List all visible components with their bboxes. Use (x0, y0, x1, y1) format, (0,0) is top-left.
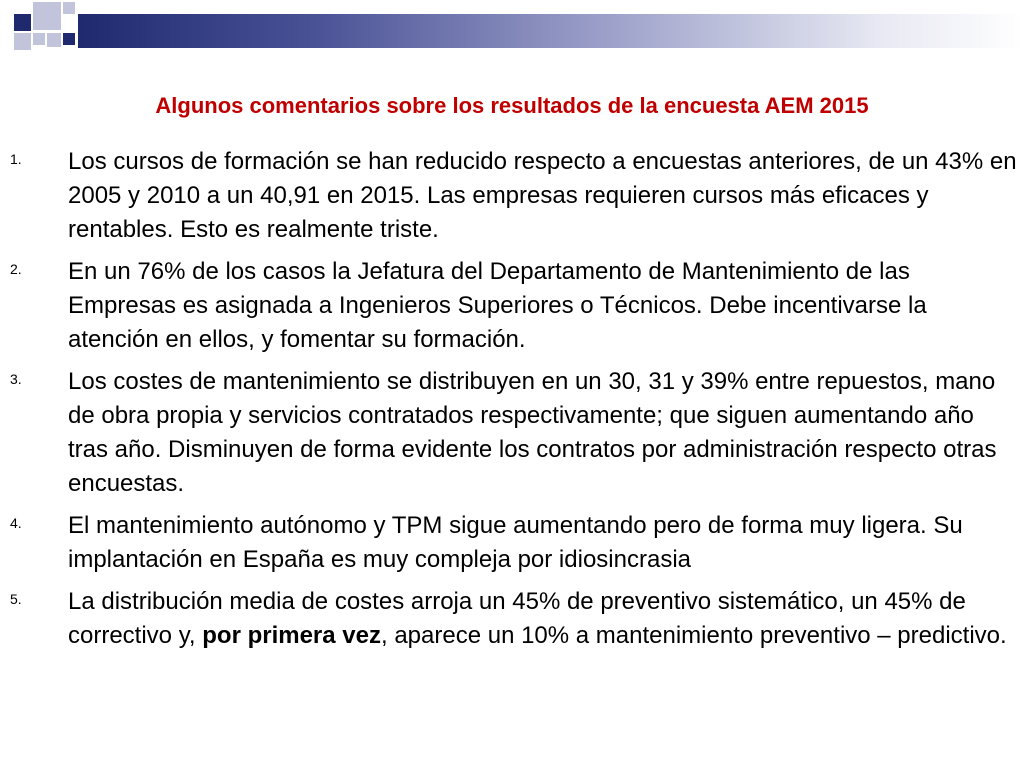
list-item (0, 585, 1024, 653)
item-text-emphasis: por primera vez (202, 622, 381, 649)
header-gradient-bar (78, 14, 1024, 48)
decor-square-light-small (63, 2, 75, 14)
decor-square-light-small (33, 33, 45, 45)
decor-square-light (33, 2, 61, 30)
decor-square-dark-small (63, 33, 75, 45)
list-item (0, 509, 1024, 577)
decor-square-light (14, 33, 31, 50)
item-text (68, 585, 1018, 653)
item-text: Los costes de mantenimiento se distribuyen en un 30, 31 y 39% entre repuestos, mano de obra propia y servicios contratados respectivamente; que siguen aumentando año tras año. Disminuyen de forma evidente los contratos por administración respecto otras encuestas. (68, 368, 997, 497)
list-item (0, 255, 1024, 357)
list-item (0, 365, 1024, 501)
item-number: 3. (10, 371, 22, 387)
item-number: 4. (10, 515, 22, 531)
item-text: El mantenimiento autónomo y TPM sigue aumentando pero de forma muy ligera. Su implantación en España es muy compleja por idiosincrasia (68, 512, 963, 573)
item-number: 2. (10, 261, 22, 277)
decor-square-light-small (47, 33, 61, 47)
item-number: 1. (10, 151, 22, 167)
decor-square-dark (14, 14, 31, 31)
slide-title: Algunos comentarios sobre los resultados de la encuesta AEM 2015 (155, 93, 869, 118)
comments-list (0, 145, 1024, 661)
list-item (0, 145, 1024, 247)
item-text-start: La distribución media de costes arroja un 45% de preventivo sistemático, un 45% de correctivo y, (68, 588, 966, 649)
item-number: 5. (10, 591, 22, 607)
item-text: Los cursos de formación se han reducido respecto a encuestas anteriores, de un 43% en 2005 y 2010 a un 40,91 en 2015. Las empresas requieren cursos más eficaces y rentables. Esto es realmente triste. (68, 148, 1017, 243)
item-text-end: , aparece un 10% a mantenimiento preventivo – predictivo. (380, 622, 1007, 649)
item-text: En un 76% de los casos la Jefatura del Departamento de Mantenimiento de las Empresas es asignada a Ingenieros Superiores o Técnicos. Debe incentivarse la atención en ellos, y fomentar su formación. (68, 258, 927, 353)
